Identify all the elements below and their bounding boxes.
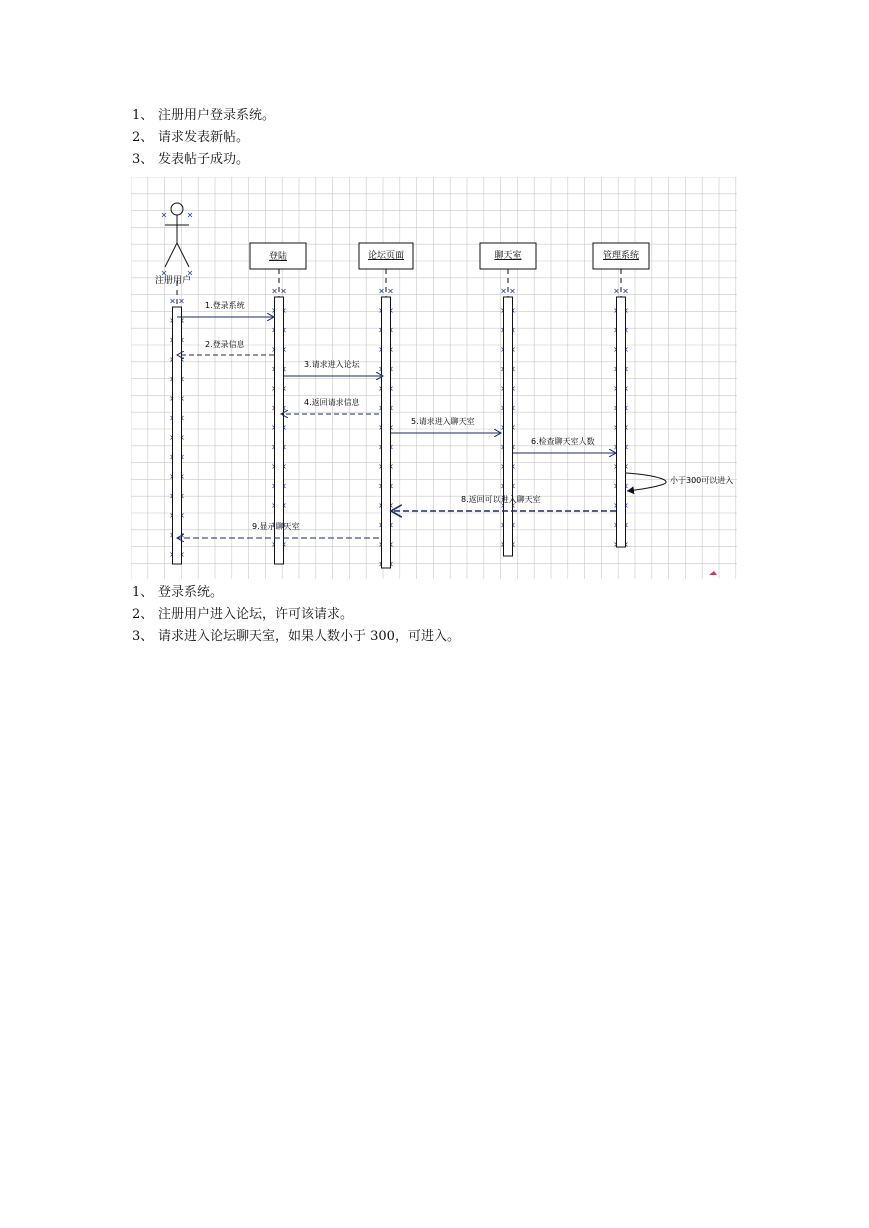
outro-step-list [132,582,460,648]
outro-step: 1、 登录系统。 [132,585,224,600]
message-7-self [626,473,733,491]
activation-bar [504,297,513,556]
corner-mark [709,571,717,575]
intro-step: 2、 请求发表新帖。 [132,130,250,145]
intro-step-list [132,105,275,171]
message-8-label: 8.返回可以进入聊天室 [461,495,541,504]
selection-marker [273,289,277,293]
selection-marker [162,271,166,275]
activation-bar [382,297,391,568]
message-2-label: 2.登录信息 [205,340,245,349]
selection-marker [624,289,628,293]
intro-step: 3、 发表帖子成功。 [132,152,250,167]
intro-step: 1、 注册用户登录系统。 [132,108,276,123]
outro-step: 3、 请求进入论坛聊天室，如果人数小于 300，可进入。 [132,629,460,644]
selection-marker [162,213,166,217]
selection-marker [502,289,506,293]
message-9-label: 9.显示聊天室 [252,522,300,531]
message-1 [177,300,274,317]
message-6 [513,436,616,453]
grid-background [131,177,737,579]
message-2 [177,339,274,355]
object-forum-label: 论坛页面 [367,251,405,261]
sequence-diagram [131,177,737,579]
actor-label: 注册用户 [155,276,192,286]
activation-bar [173,307,182,564]
message-3-label: 3.请求进入论坛 [304,360,360,369]
sequence-diagram-canvas [131,177,737,579]
message-5-label: 5.请求进入聊天室 [411,417,475,426]
object-login-label: 登陆 [268,252,288,262]
message-4 [281,397,379,414]
message-4-label: 4.返回请求信息 [304,398,360,407]
selection-marker [188,271,192,275]
object-forum [359,243,413,269]
object-mgmt [593,243,649,269]
object-mgmt-label: 管理系统 [602,251,640,261]
activation-bar [617,297,626,547]
object-login [250,243,306,269]
selection-marker [188,213,192,217]
message-1-label: 1.登录系统 [205,301,245,310]
message-7-label: 小于300可以进入 [670,476,734,485]
actor-figure [165,203,189,267]
outro-step: 2、 注册用户进入论坛，许可该请求。 [132,607,354,622]
object-chat [480,243,536,269]
selection-marker [171,299,175,303]
message-5 [391,416,501,433]
selection-marker [511,289,515,293]
object-chat-label: 聊天室 [494,251,522,261]
message-6-label: 6.检查聊天室人数 [531,437,595,446]
selection-marker [389,289,393,293]
